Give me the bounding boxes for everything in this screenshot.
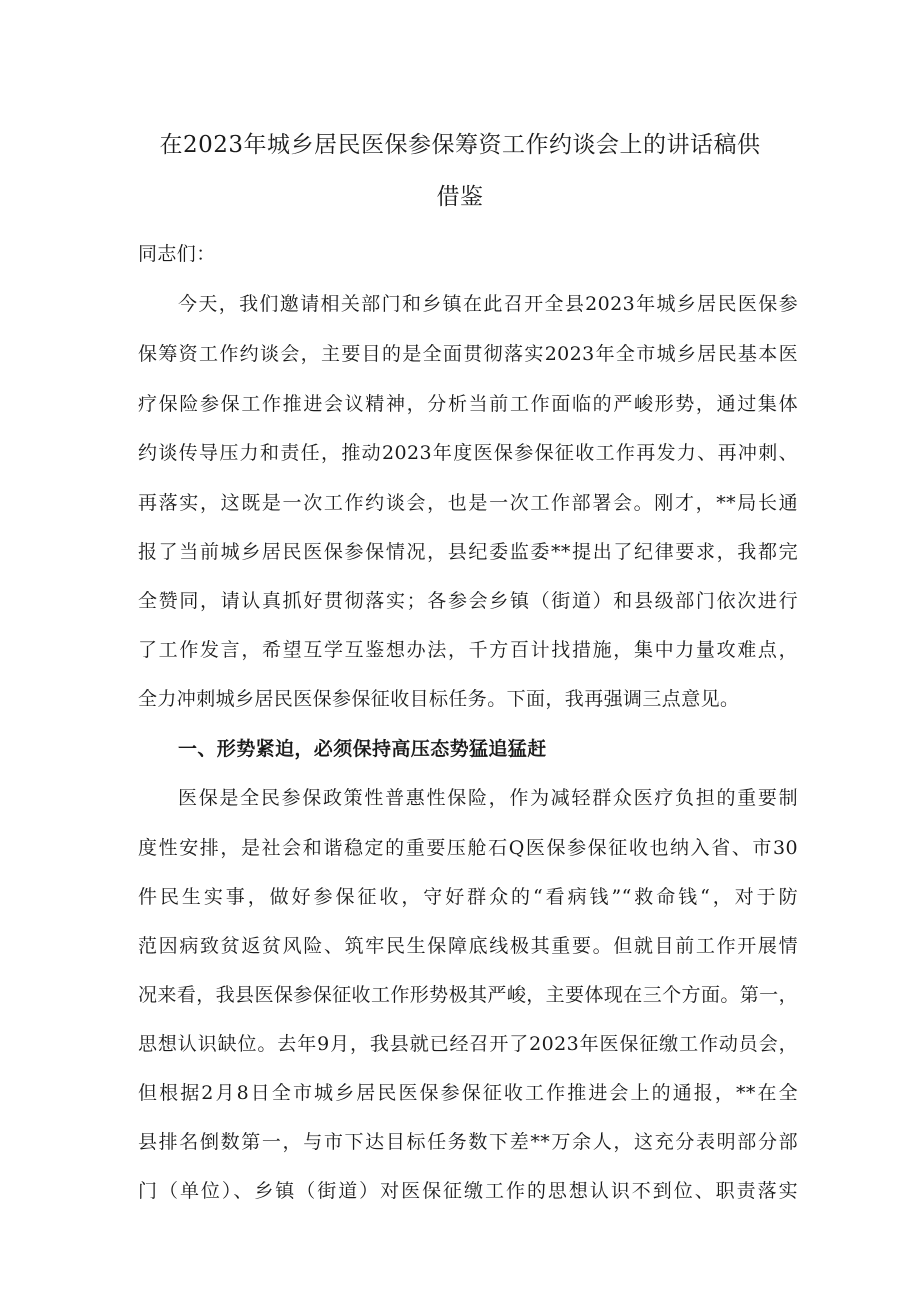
para1-line: 了工作发言，希望互学互鉴想办法，千方百计找措施，集中力量攻难点， (138, 639, 798, 661)
para2-line: 医保是全民参保政策性普惠性保险，作为减轻群众医疗负担的重要制 (178, 787, 798, 809)
para1-line: 全赞同，请认真抓好贯彻落实；各参会乡镇（街道）和县级部门依次进行 (138, 590, 798, 612)
para1-line: 保筹资工作约谈会，主要目的是全面贯彻落实2023年全市城乡居民基本医 (138, 343, 798, 365)
para2-line: 但根据2月8日全市城乡居民医保参保征收工作推进会上的通报，**在全 (138, 1082, 798, 1104)
para2-line: 思想认识缺位。去年9月，我县就已经召开了2023年医保征缴工作动员会， (138, 1033, 798, 1055)
para2-line: 范因病致贫返贫风险、筑牢民生保障底线极其重要。但就目前工作开展情 (138, 935, 798, 957)
salutation: 同志们： (138, 243, 216, 265)
para1-line: 疗保险参保工作推进会议精神，分析当前工作面临的严峻形势，通过集体 (138, 393, 798, 415)
para1-line: 今天，我们邀请相关部门和乡镇在此召开全县2023年城乡居民医保参 (178, 293, 798, 315)
para2-line: 件民生实事，做好参保征收，守好群众的“看病钱”“救命钱“，对于防 (138, 886, 798, 908)
document-title-line-2: 借鉴 (436, 184, 484, 210)
para2-line: 县排名倒数第一，与市下达目标任务数下差**万余人，这充分表明部分部 (138, 1131, 798, 1153)
para2-line: 况来看，我县医保参保征收工作形势极其严峻，主要体现在三个方面。第一， (138, 984, 798, 1006)
para2-line: 门（单位）、乡镇（街道）对医保征缴工作的思想认识不到位、职责落实 (138, 1180, 798, 1202)
para1-line: 再落实，这既是一次工作约谈会，也是一次工作部署会。刚才，**局长通 (138, 492, 798, 514)
document-title-line-1: 在2023年城乡居民医保参保筹资工作约谈会上的讲话稿供 (159, 132, 761, 158)
para1-line: 报了当前城乡居民医保参保情况，县纪委监委**提出了纪律要求，我都完 (138, 541, 798, 563)
para1-line: 约谈传导压力和责任，推动2023年度医保参保征收工作再发力、再冲刺、 (138, 442, 798, 464)
section-heading-1: 一、形势紧迫，必须保持高压态势猛追猛赶 (178, 738, 547, 760)
para1-line: 全力冲刺城乡居民医保参保征收目标任务。下面，我再强调三点意见。 (138, 688, 740, 710)
para2-line: 度性安排，是社会和谐稳定的重要压舱石Q医保参保征收也纳入省、市30 (138, 837, 798, 859)
